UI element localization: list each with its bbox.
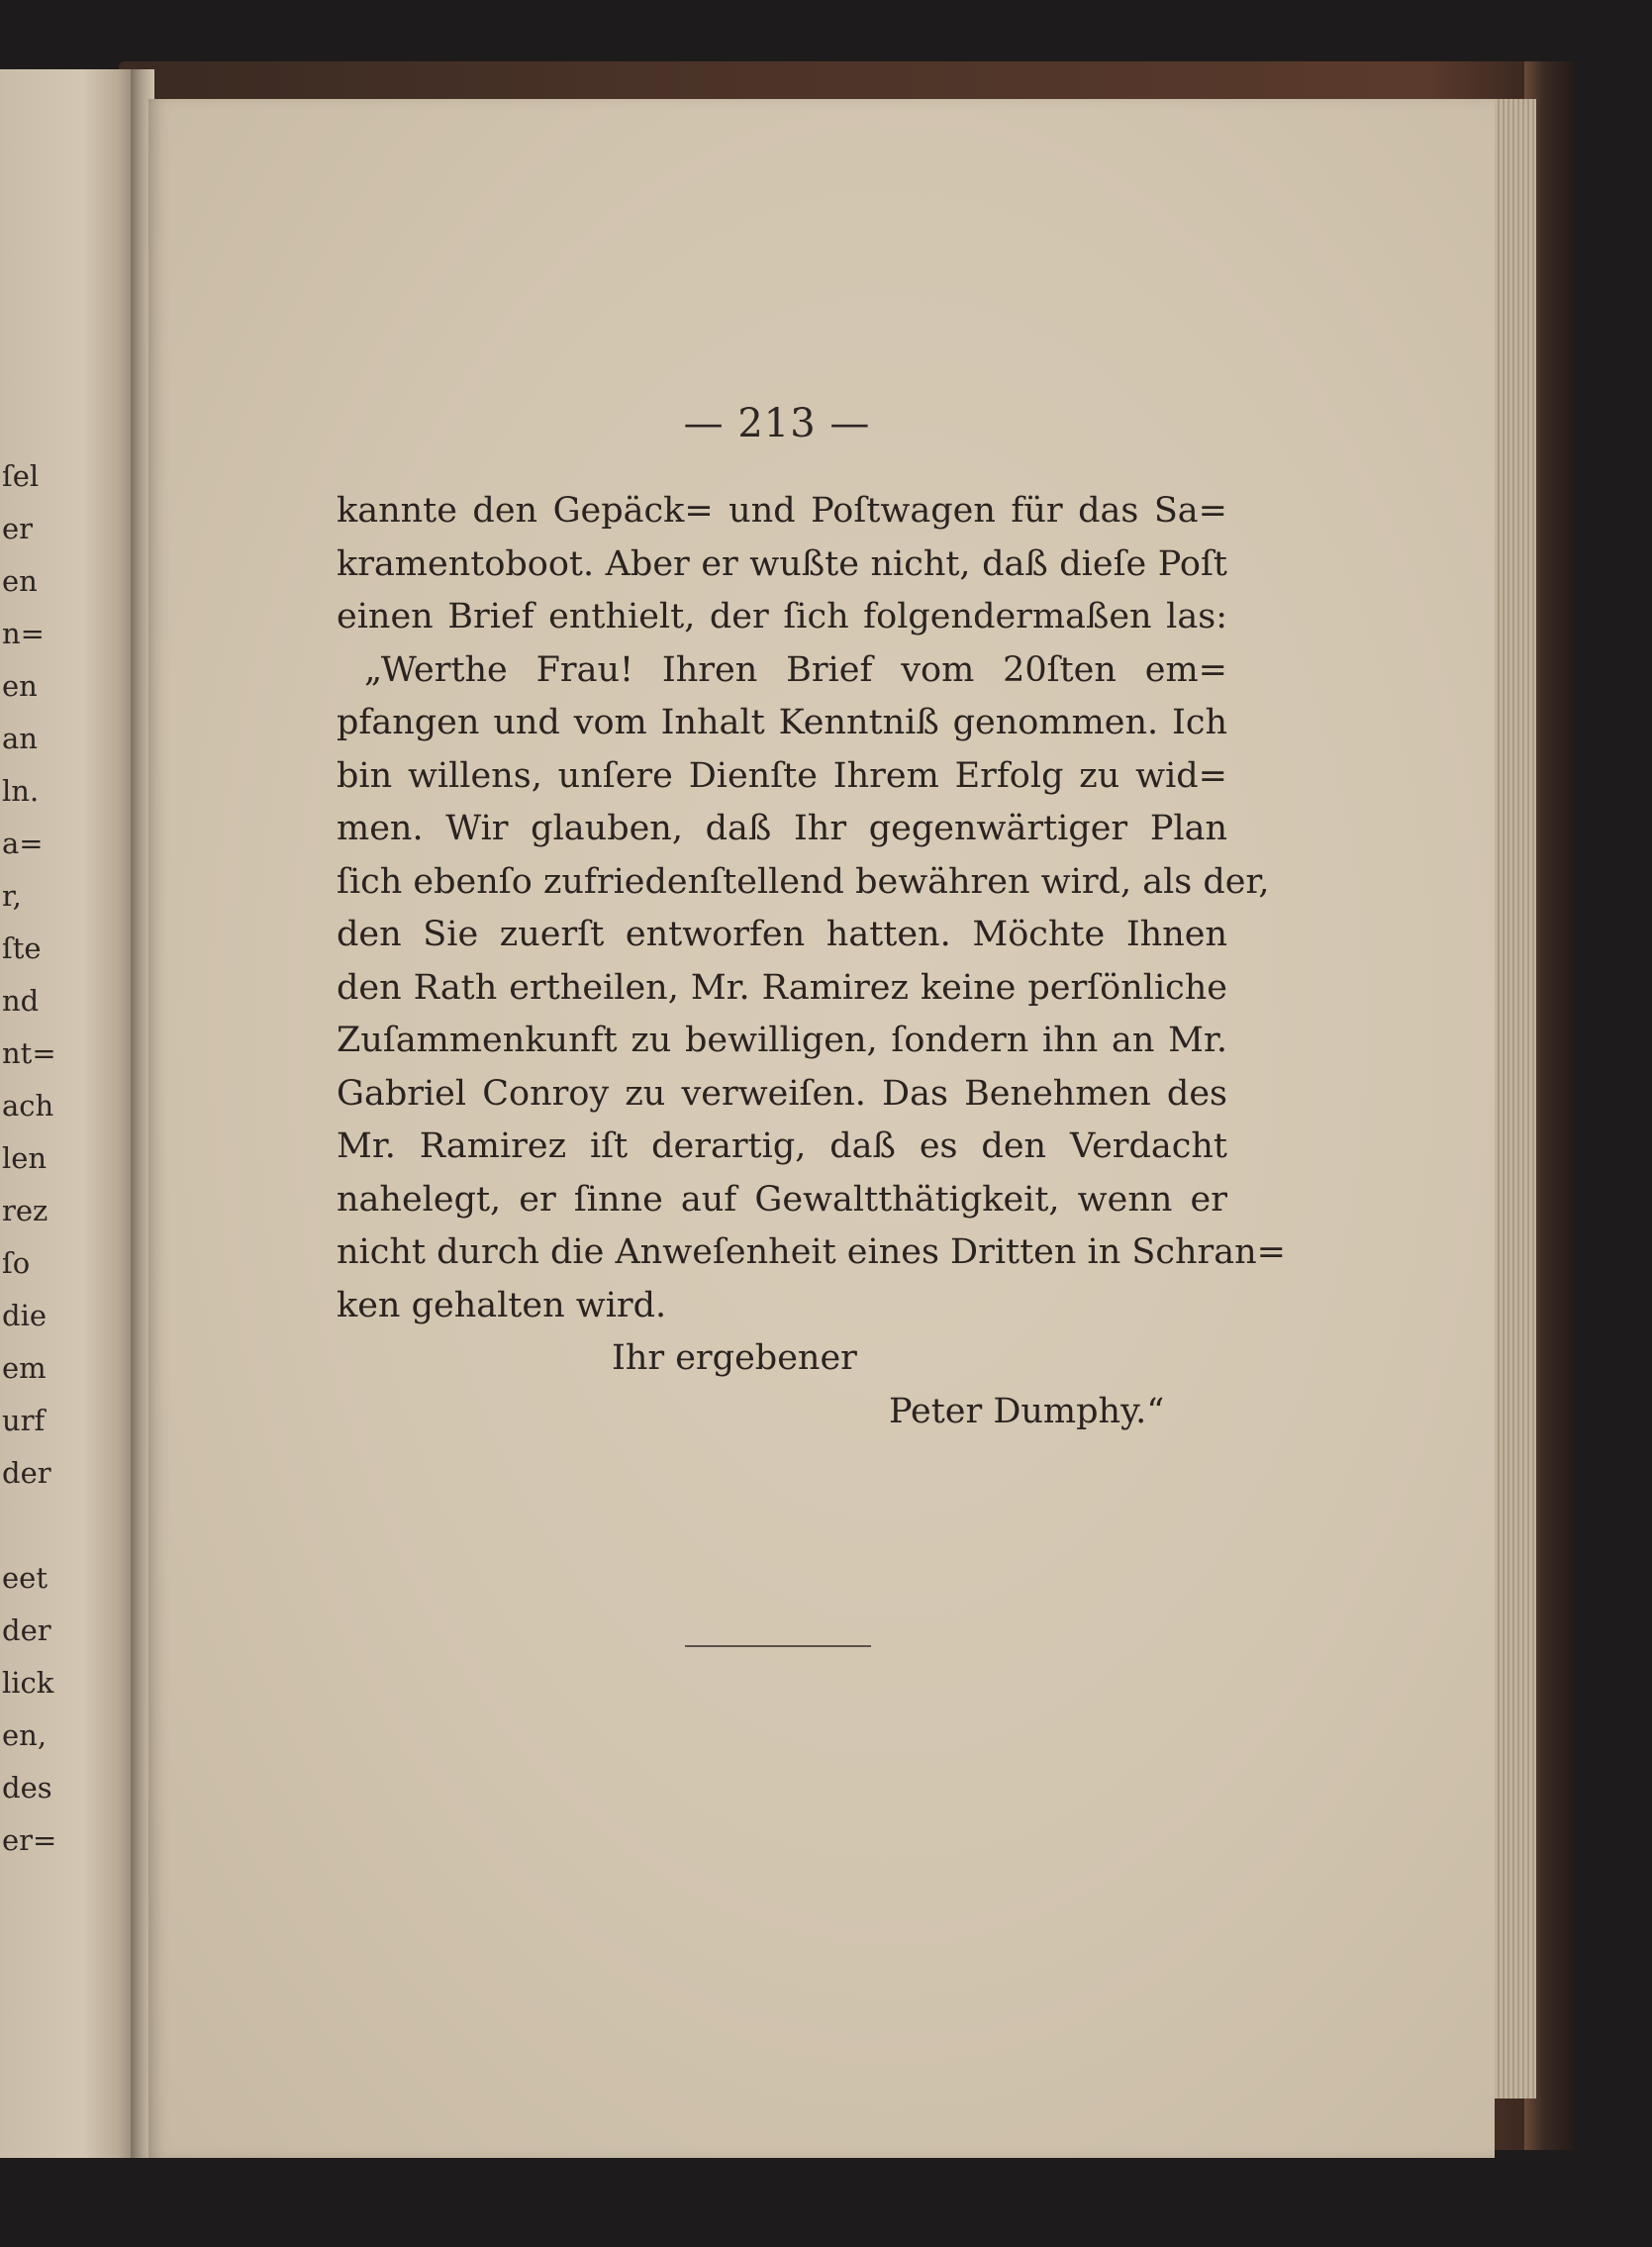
left-fragment: der bbox=[2, 1456, 51, 1490]
left-fragment: er bbox=[2, 512, 34, 545]
text-line: ſich ebenſo zufriedenſtellend bewähren wird, als der, bbox=[337, 861, 1270, 902]
text-line: ken gehalten wird. bbox=[337, 1285, 667, 1325]
letter-signoff: Ihr ergebener bbox=[612, 1338, 857, 1378]
text-line: men. Wir glauben, daß Ihr gegenwärtiger Plan bbox=[337, 809, 1227, 848]
text-line: pfangen und vom Inhalt Kenntniß genommen. Ich bbox=[337, 703, 1227, 742]
text-line: Gabriel Conroy zu verweiſen. Das Benehmen des bbox=[337, 1073, 1227, 1114]
text-line: „Werthe Frau! Ihren Brief vom 20ſten em= bbox=[364, 649, 1227, 690]
text-line: kannte den Gepäck= und Poſtwagen für das Sa= bbox=[337, 491, 1227, 531]
left-fragment: eet bbox=[2, 1561, 48, 1595]
left-fragment: ln. bbox=[2, 774, 40, 808]
page-number: — 213 — bbox=[683, 401, 871, 446]
left-fragment: ſte bbox=[2, 931, 42, 965]
section-divider bbox=[685, 1645, 871, 1647]
text-line: bin willens, unſere Dienſte Ihrem Erfolg zu wid= bbox=[337, 755, 1227, 796]
left-fragment: en bbox=[2, 669, 38, 703]
text-line: den Sie zuerſt entworfen hatten. Möchte Ihnen bbox=[337, 915, 1227, 954]
text-line: nahelegt, er ſinne auf Gewaltthätigkeit, wenn er bbox=[337, 1179, 1227, 1220]
left-fragment: des bbox=[2, 1771, 52, 1805]
left-fragment: die bbox=[2, 1299, 48, 1332]
left-fragment: en bbox=[2, 564, 38, 598]
left-fragment: len bbox=[2, 1141, 48, 1175]
text-line: einen Brief enthielt, der ſich folgendermaßen las: bbox=[337, 597, 1227, 636]
left-fragment: ſo bbox=[2, 1246, 31, 1280]
left-fragment: rez bbox=[2, 1194, 49, 1227]
left-fragment: em bbox=[2, 1351, 47, 1385]
left-fragment: ach bbox=[2, 1089, 54, 1123]
body-text bbox=[337, 485, 1286, 1438]
left-fragment: der bbox=[2, 1613, 51, 1647]
left-fragment: urf bbox=[2, 1404, 46, 1437]
left-fragment: lick bbox=[2, 1666, 54, 1700]
left-fragment: ſel bbox=[2, 459, 40, 493]
left-fragment: an bbox=[2, 722, 38, 755]
text-line: Mr. Ramirez iſt derartig, daß es den Verdacht bbox=[337, 1126, 1227, 1166]
left-page-text-fragments bbox=[2, 450, 57, 1867]
text-line: den Rath ertheilen, Mr. Ramirez keine perſönliche bbox=[337, 967, 1227, 1008]
letter-signature: Peter Dumphy.“ bbox=[889, 1391, 1165, 1431]
left-fragment: n= bbox=[2, 617, 45, 650]
left-fragment: er= bbox=[2, 1823, 57, 1857]
left-fragment: a= bbox=[2, 827, 44, 860]
left-fragment: nd bbox=[2, 984, 40, 1018]
text-line: kramentoboot. Aber er wußte nicht, daß dieſe Poſt bbox=[337, 543, 1227, 584]
text-line: nicht durch die Anweſenheit eines Dritten in Schran= bbox=[337, 1232, 1286, 1272]
left-fragment: r, bbox=[2, 879, 22, 913]
left-fragment: en, bbox=[2, 1718, 48, 1752]
text-line: Zuſammenkunft zu bewilligen, ſondern ihn an Mr. bbox=[337, 1021, 1227, 1060]
left-fragment: nt= bbox=[2, 1036, 56, 1070]
left-fragment bbox=[2, 1500, 42, 1552]
